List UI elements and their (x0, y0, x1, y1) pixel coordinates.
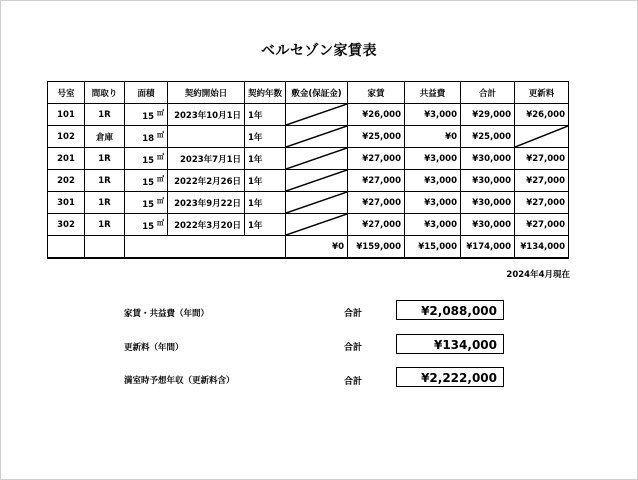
as-of-date: 2024年4月現在 (506, 270, 570, 280)
header-renewal: 更新料 (515, 82, 569, 104)
cell-years: 1年 (245, 104, 286, 126)
cell-start-date: 2023年9月22日 (168, 192, 245, 214)
cell-rent: ¥27,000 (348, 192, 405, 214)
table-row (48, 126, 569, 148)
area-value: 15 (142, 221, 155, 232)
cell-layout: 1R (85, 214, 125, 236)
cell-renewal-empty (515, 126, 569, 148)
cell-layout: 1R (85, 170, 125, 192)
cell-renewal: ¥27,000 (515, 170, 569, 192)
cell-deposit-empty (286, 214, 348, 236)
area-unit: ㎡ (157, 218, 164, 227)
totals-blank (85, 236, 125, 259)
cell-area (125, 214, 168, 236)
cell-rent: ¥27,000 (348, 148, 405, 170)
summary-total-label: 合計 (344, 309, 363, 319)
table-row (48, 104, 569, 126)
table-row (48, 170, 569, 192)
cell-rent: ¥27,000 (348, 170, 405, 192)
area-unit: ㎡ (157, 108, 164, 117)
cell-years: 1年 (245, 170, 286, 192)
area-value: 15 (142, 111, 155, 122)
summary-value-annual-income: ¥2,222,000 (396, 367, 504, 387)
diagonal-slash (286, 148, 347, 169)
area-unit: ㎡ (157, 152, 164, 161)
area-value: 18 (142, 133, 155, 144)
total-renewal: ¥134,000 (515, 236, 569, 259)
cell-deposit-empty (286, 148, 348, 170)
cell-common-fee: ¥0 (405, 126, 461, 148)
document-title: ベルセゾン家賃表 (261, 43, 377, 59)
cell-area (125, 192, 168, 214)
cell-room: 301 (48, 192, 85, 214)
cell-room: 202 (48, 170, 85, 192)
cell-deposit-empty (286, 170, 348, 192)
header-room: 号室 (48, 82, 85, 104)
cell-common-fee: ¥3,000 (405, 192, 461, 214)
cell-area (125, 104, 168, 126)
cell-room: 201 (48, 148, 85, 170)
totals-blank (48, 236, 85, 259)
summary-label-annual-income: 満室時予想年収（更新料含） (124, 376, 235, 386)
cell-start-date: 2023年10月1日 (168, 104, 245, 126)
header-layout: 間取り (85, 82, 125, 104)
diagonal-slash (286, 104, 347, 125)
cell-total: ¥30,000 (461, 170, 515, 192)
diagonal-slash (286, 192, 347, 213)
summary-value-rent-common: ¥2,088,000 (396, 300, 504, 320)
summary-label-rent-common: 家賃・共益費（年間） (124, 309, 210, 319)
cell-layout: 1R (85, 104, 125, 126)
cell-room: 302 (48, 214, 85, 236)
area-unit: ㎡ (157, 196, 164, 205)
summary-label-renewal: 更新料（年間） (124, 343, 184, 353)
cell-rent: ¥25,000 (348, 126, 405, 148)
cell-total: ¥29,000 (461, 104, 515, 126)
cell-rent: ¥26,000 (348, 104, 405, 126)
summary-total-label: 合計 (344, 343, 363, 353)
cell-area (125, 126, 168, 148)
cell-deposit-empty (286, 104, 348, 126)
cell-common-fee: ¥3,000 (405, 214, 461, 236)
cell-years: 1年 (245, 192, 286, 214)
cell-rent: ¥27,000 (348, 214, 405, 236)
cell-area (125, 148, 168, 170)
cell-room: 101 (48, 104, 85, 126)
cell-deposit-empty (286, 126, 348, 148)
table-row (48, 192, 569, 214)
area-value: 15 (142, 199, 155, 210)
header-start-date: 契約開始日 (168, 82, 245, 104)
cell-total: ¥30,000 (461, 192, 515, 214)
cell-start-date: 2023年7月1日 (168, 148, 245, 170)
cell-years: 1年 (245, 148, 286, 170)
total-rent: ¥159,000 (348, 236, 405, 259)
cell-renewal: ¥27,000 (515, 192, 569, 214)
rent-table (47, 81, 569, 259)
header-common-fee: 共益費 (405, 82, 461, 104)
cell-years: 1年 (245, 214, 286, 236)
cell-years: 1年 (245, 126, 286, 148)
cell-area (125, 170, 168, 192)
table-row (48, 148, 569, 170)
header-years: 契約年数 (245, 82, 286, 104)
cell-total: ¥25,000 (461, 126, 515, 148)
totals-blank (125, 236, 286, 259)
diagonal-slash (515, 126, 568, 147)
cell-common-fee: ¥3,000 (405, 170, 461, 192)
area-unit: ㎡ (157, 130, 164, 139)
diagonal-slash (286, 126, 347, 147)
cell-layout: 1R (85, 192, 125, 214)
summary-total-label: 合計 (344, 377, 363, 387)
cell-renewal: ¥27,000 (515, 214, 569, 236)
header-rent: 家賃 (348, 82, 405, 104)
header-area: 面積 (125, 82, 168, 104)
cell-layout: 1R (85, 148, 125, 170)
cell-deposit-empty (286, 192, 348, 214)
summary-value-renewal: ¥134,000 (396, 334, 504, 354)
area-value: 15 (142, 155, 155, 166)
diagonal-slash (286, 170, 347, 191)
cell-common-fee: ¥3,000 (405, 104, 461, 126)
cell-layout: 倉庫 (85, 126, 125, 148)
area-unit: ㎡ (157, 174, 164, 183)
header-deposit: 敷金(保証金) (286, 82, 348, 104)
cell-renewal: ¥26,000 (515, 104, 569, 126)
total-deposit: ¥0 (286, 236, 348, 259)
cell-start-date: 2022年2月26日 (168, 170, 245, 192)
totals-row (48, 236, 569, 259)
cell-common-fee: ¥3,000 (405, 148, 461, 170)
table-row (48, 214, 569, 236)
cell-renewal: ¥27,000 (515, 148, 569, 170)
cell-start-date: 2022年3月20日 (168, 214, 245, 236)
total-common-fee: ¥15,000 (405, 236, 461, 259)
area-value: 15 (142, 177, 155, 188)
total-total: ¥174,000 (461, 236, 515, 259)
table-header-row (48, 82, 569, 104)
header-total: 合計 (461, 82, 515, 104)
cell-room: 102 (48, 126, 85, 148)
cell-start-date (168, 126, 245, 148)
diagonal-slash (286, 214, 347, 235)
cell-total: ¥30,000 (461, 148, 515, 170)
cell-total: ¥30,000 (461, 214, 515, 236)
